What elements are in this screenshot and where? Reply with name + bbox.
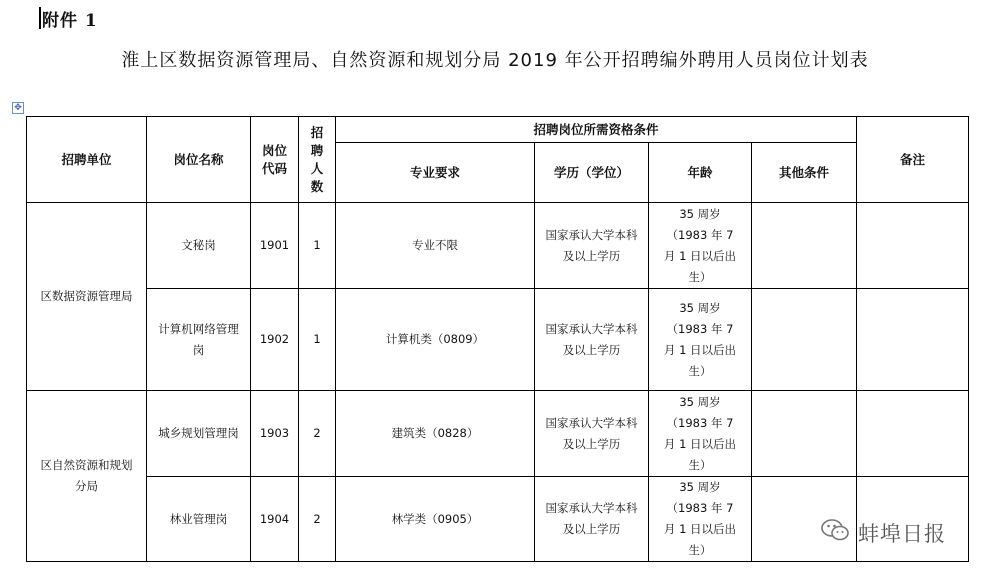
other-conditions: [752, 289, 857, 391]
education-requirement: 国家承认大学本科及以上学历: [535, 391, 649, 477]
recruitment-table: [26, 116, 969, 562]
position-code: 1903: [251, 391, 299, 477]
header-position-code: [251, 117, 299, 203]
position-name: 城乡规划管理岗: [147, 391, 251, 477]
header-row-1: [27, 117, 969, 143]
position-name: 林业管理岗: [147, 477, 251, 562]
age-requirement: 35 周岁（1983 年 7 月 1 日以后出生）: [649, 391, 752, 477]
position-code: 1902: [251, 289, 299, 391]
header-count: [299, 117, 336, 203]
wechat-icon: [820, 518, 850, 542]
major-requirement: 专业不限: [336, 203, 535, 289]
unit-name: 区数据资源管理局: [27, 203, 147, 391]
position-count: 1: [299, 203, 336, 289]
position-count: 2: [299, 391, 336, 477]
attachment-label: [42, 6, 98, 31]
attachment-text: 附件 1: [42, 11, 98, 31]
header-age: 年龄: [649, 143, 752, 203]
header-position-code-text: 岗位代码: [261, 142, 287, 176]
other-conditions: [752, 203, 857, 289]
remarks: [857, 391, 969, 477]
position-name: 文秘岗: [147, 203, 251, 289]
education-requirement: 国家承认大学本科及以上学历: [535, 203, 649, 289]
position-code: 1901: [251, 203, 299, 289]
major-requirement: 计算机类（0809）: [336, 289, 535, 391]
watermark: [818, 512, 968, 552]
other-conditions: [752, 391, 857, 477]
header-requirements-group: 招聘岗位所需资格条件: [336, 117, 857, 143]
text-cursor: [39, 7, 41, 29]
move-handle-icon[interactable]: ✥: [12, 102, 24, 114]
age-requirement: 35 周岁（1983 年 7 月 1 日以后出生）: [649, 289, 752, 391]
header-remarks: 备注: [857, 117, 969, 203]
age-requirement: 35 周岁（1983 年 7 月 1 日以后出生）: [649, 203, 752, 289]
watermark-text: 蚌埠日报: [858, 522, 946, 546]
header-education: 学历（学位）: [535, 143, 649, 203]
table-row: [27, 289, 969, 391]
remarks: [857, 289, 969, 391]
table-row: [27, 203, 969, 289]
major-requirement: 林学类（0905）: [336, 477, 535, 562]
page-title: 淮上区数据资源管理局、自然资源和规划分局 2019 年公开招聘编外聘用人员岗位计划表: [121, 50, 869, 71]
remarks: [857, 203, 969, 289]
education-requirement: 国家承认大学本科及以上学历: [535, 289, 649, 391]
table-row: [27, 391, 969, 477]
position-count: 1: [299, 289, 336, 391]
header-position-name: 岗位名称: [147, 117, 251, 203]
unit-name: 区自然资源和规划分局: [27, 391, 147, 562]
position-name: 计算机网络管理岗: [147, 289, 251, 391]
education-requirement: 国家承认大学本科及以上学历: [535, 477, 649, 562]
major-requirement: 建筑类（0828）: [336, 391, 535, 477]
position-code: 1904: [251, 477, 299, 562]
header-unit: 招聘单位: [27, 117, 147, 203]
header-major: 专业要求: [336, 143, 535, 203]
header-count-text: 招聘人数: [310, 124, 324, 194]
position-count: 2: [299, 477, 336, 562]
header-other: 其他条件: [752, 143, 857, 203]
age-requirement: 35 周岁（1983 年 7 月 1 日以后出生）: [649, 477, 752, 562]
